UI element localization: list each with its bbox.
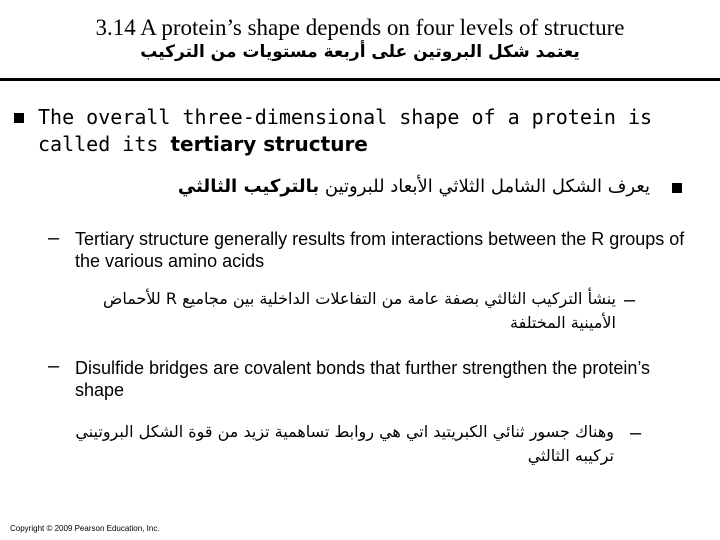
sub-bullet-disulfide-en: Disulfide bridges are covalent bonds that further strengthen the protein’s shape [75, 358, 651, 400]
slide-title-arabic: يعتمد شكل البروتين على أربعة مستويات من التركيب [140, 42, 580, 62]
sub-bullet-r-groups-en: Tertiary structure generally results from interactions between the R groups of the various amino acids [75, 229, 685, 271]
bullet-tertiary-ar [50, 174, 650, 200]
sub-bullet-r-groups-ar: ينشأ التركيب الثالثي بصفة عامة من التفاعلات الداخلية بين مجاميع R للأحماض الأمينية المختلفة [103, 289, 616, 332]
slide-title: 3.14 A protein’s shape depends on four levels of structure [95, 15, 625, 40]
sub-bullet-disulfide-ar: وهناك جسور ثنائي الكبريتيد اتي هي روابط تساهمية تزيد من قوة الشكل البروتيني تركيبه الثالثي [75, 422, 614, 465]
bullet-square [14, 113, 24, 123]
bullet-text: The overall three-dimensional shape of a protein is called its [38, 105, 653, 156]
sub-bullet-dash: – [624, 289, 636, 311]
copyright-notice: Copyright © 2009 Pearson Education, Inc. [10, 524, 160, 533]
bullet-text-ar: يعرف الشكل الشامل الثلاثي الأبعاد للبروتين [319, 176, 650, 197]
sub-bullet-dash: – [630, 422, 642, 444]
bullet-square [672, 183, 682, 193]
bullet-bold-term-ar: بالتركيب الثالثي [177, 176, 320, 197]
sub-bullet-dash: – [48, 227, 60, 249]
sub-bullet-dash: – [48, 355, 60, 377]
bullet-tertiary-en [38, 104, 698, 158]
title-divider [0, 78, 720, 81]
bullet-bold-term: tertiary structure [170, 132, 368, 156]
